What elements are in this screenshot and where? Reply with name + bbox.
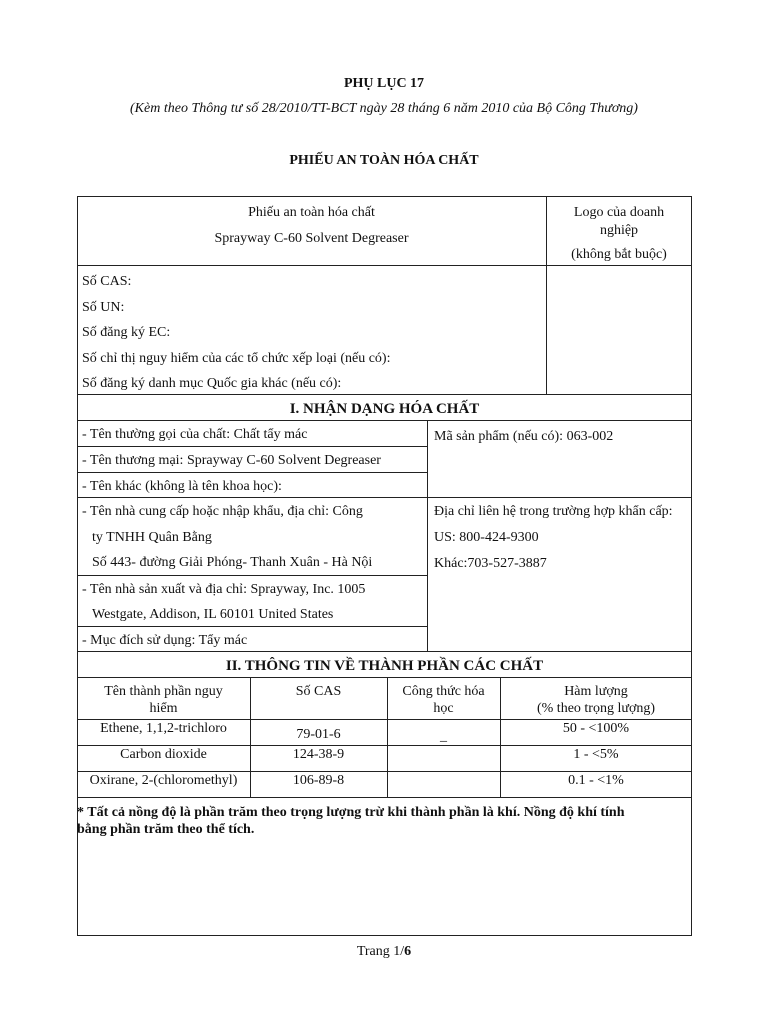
divider <box>427 420 428 651</box>
supplier-line3: Số 443- đường Giải Phóng- Thanh Xuân - Hà Nội <box>92 555 373 570</box>
ec-number-label: Số đăng ký EC: <box>82 325 171 340</box>
divider <box>77 797 692 798</box>
divider <box>77 472 427 473</box>
emergency-other-phone: Khác:703-527-3887 <box>434 556 547 571</box>
emergency-contact-label: Địa chỉ liên hệ trong trường hợp khẩn cấp: <box>434 504 673 519</box>
logo-placeholder-line1: Logo của doanh <box>573 205 665 220</box>
divider <box>77 677 692 678</box>
col-header-name-line2: hiểm <box>149 701 178 716</box>
manufacturer-line1: - Tên nhà sản xuất và địa chỉ: Sprayway, Inc. 1005 <box>82 582 366 597</box>
col-header-formula-line2: học <box>433 701 454 716</box>
table-row-content: 1 - <5% <box>573 747 619 762</box>
supplier-line2: ty TNHH Quân Bằng <box>92 530 212 545</box>
product-name: Sprayway C-60 Solvent Degreaser <box>214 231 409 246</box>
divider <box>77 446 427 447</box>
cas-number-label: Số CAS: <box>82 274 132 289</box>
table-row-cas: 124-38-9 <box>292 747 345 762</box>
col-header-cas: Số CAS <box>295 684 342 699</box>
table-row-name: Ethene, 1,1,2-trichloro <box>100 721 227 736</box>
concentration-note-line2: bằng phần trăm theo thể tích. <box>77 822 255 837</box>
other-name: - Tên khác (không là tên khoa học): <box>82 479 282 494</box>
page-number <box>0 944 768 960</box>
intended-use: - Mục đích sử dụng: Tẩy mác <box>82 633 248 648</box>
divider <box>77 394 692 395</box>
divider <box>77 626 427 627</box>
trade-name: - Tên thương mại: Sprayway C-60 Solvent Degreaser <box>82 453 381 468</box>
product-code: Mã sản phẩm (nếu có): 063-002 <box>434 429 614 444</box>
table-row-cas: 79-01-6 <box>296 727 341 742</box>
concentration-note-line1: * Tất cả nồng độ là phần trăm theo trọng lượng trừ khi thành phần là khí. Nồng độ khí tính <box>77 805 625 820</box>
appendix-title: PHỤ LỤC 17 <box>343 76 425 91</box>
col-header-content-line2: (% theo trọng lượng) <box>536 701 656 716</box>
logo-placeholder-line2: nghiệp <box>599 223 639 238</box>
hazard-index-label: Số chỉ thị nguy hiểm của các tổ chức xếp loại (nếu có): <box>82 351 391 366</box>
table-row-content: 0.1 - <1% <box>568 773 624 788</box>
table-row-name: Oxirane, 2-(chloromethyl) <box>89 773 238 788</box>
document-title: PHIẾU AN TOÀN HÓA CHẤT <box>289 153 479 168</box>
section-2-title: II. THÔNG TIN VỀ THÀNH PHẦN CÁC CHẤT <box>225 658 544 674</box>
table-row-cas: 106-89-8 <box>292 773 345 788</box>
page-number-total: 6 <box>404 944 412 959</box>
supplier-line1: - Tên nhà cung cấp hoặc nhập khẩu, địa chỉ: Công <box>82 504 363 519</box>
emergency-us-phone: US: 800-424-9300 <box>434 530 539 545</box>
divider <box>77 497 692 498</box>
national-registry-label: Số đăng ký danh mục Quốc gia khác (nếu có): <box>82 376 342 391</box>
divider <box>77 420 692 421</box>
manufacturer-line2: Westgate, Addison, IL 60101 United States <box>92 607 334 622</box>
logo-placeholder-line3: (không bắt buộc) <box>571 247 667 262</box>
divider <box>77 265 692 266</box>
un-number-label: Số UN: <box>82 300 125 315</box>
table-row-content: 50 - <100% <box>562 721 630 736</box>
sheet-label: Phiếu an toàn hóa chất <box>248 205 375 220</box>
col-header-name-line1: Tên thành phần nguy <box>104 684 223 699</box>
divider <box>77 651 692 652</box>
section-1-title: I. NHẬN DẠNG HÓA CHẤT <box>289 401 480 417</box>
appendix-subtitle: (Kèm theo Thông tư số 28/2010/TT-BCT ngày 28 tháng 6 năm 2010 của Bộ Công Thương) <box>130 101 638 116</box>
table-row-formula: _ <box>440 729 447 744</box>
table-row-name: Carbon dioxide <box>120 747 207 762</box>
divider <box>77 575 427 576</box>
common-name: - Tên thường gọi của chất: Chất tẩy mác <box>82 427 308 442</box>
col-header-content-line1: Hàm lượng <box>564 684 628 699</box>
col-header-formula-line1: Công thức hóa <box>402 684 485 699</box>
page-number-prefix: Trang 1/ <box>356 944 405 959</box>
